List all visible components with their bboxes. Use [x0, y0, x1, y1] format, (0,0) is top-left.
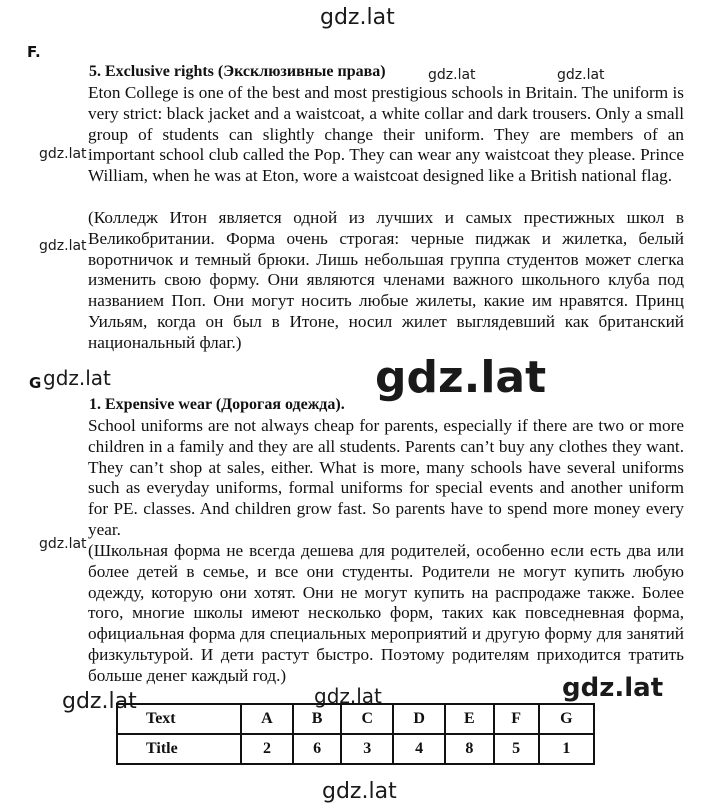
answer-table-column-label: F [494, 704, 539, 734]
answer-table-row1-label: Text [117, 704, 241, 734]
answer-table-value: 4 [393, 734, 445, 764]
answer-table-value: 6 [293, 734, 341, 764]
section-g-heading: 1. Expensive wear (Дорогая одежда). [89, 396, 345, 413]
answer-table-value: 2 [241, 734, 293, 764]
section-f-russian: (Колледж Итон является одной из лучших и самых престижных школ в Великобритании. Форма очень строгая: черные пиджак и жилетка, белый воротничок и темный брюки. Лишь небольшая группа студентов может слегка изменить свою форму. Они являются членами важного школьного клуба под названием Поп. Они могут носить любые жилеты, какие им нравятся. Принц Уильям, когда он был в Итоне, носил жилет выглядевший как британский национальный флаг.) [88, 208, 684, 352]
answer-table-value: 3 [341, 734, 393, 764]
answer-table-value: 8 [445, 734, 493, 764]
section-f-english: Eton College is one of the best and most prestigious schools in Britain. The uniform is very strict: black jacket and a waistcoat, a white collar and dark trousers. Only a small group of students can slightly change their uniform. They are members of an important school club called the Pop. They can wear any waistcoat they please. Prince William, when he was at Eton, wore a waistcoat designed like a British national flag. [88, 83, 684, 186]
watermark-top: gdz.lat [320, 5, 395, 30]
watermark-bottom-right: gdz.lat [562, 673, 664, 703]
watermark-margin-1: gdz.lat [39, 146, 87, 162]
answer-table-value: 5 [494, 734, 539, 764]
answer-table [116, 703, 595, 765]
watermark-large: gdz.lat [375, 352, 547, 403]
answer-table-row2-label: Title [117, 734, 241, 764]
watermark-bottom-left: gdz.lat [62, 689, 137, 714]
answer-table-column-label: A [241, 704, 293, 734]
answer-table-column-label: B [293, 704, 341, 734]
watermark-heading-1: gdz.lat [428, 67, 476, 83]
watermark-margin-4: gdz.lat [39, 536, 87, 552]
section-g-english: School uniforms are not always cheap for parents, especially if there are two or more children in a family and they are all students. Parents can’t buy any clothes they want. They can’t shop at sales, either. What is more, many schools have several uniforms such as everyday uniforms, formal uniforms for special events and another uniform for PE. classes. And children grow fast. So parents have to spend more money every year. [88, 416, 684, 539]
watermark-table: gdz.lat [314, 684, 382, 708]
answer-table-column-label: E [445, 704, 493, 734]
section-f-marker: F. [27, 43, 41, 61]
answer-table-values-row [117, 734, 594, 764]
answer-table-column-label: C [341, 704, 393, 734]
watermark-margin-3: gdz.lat [43, 366, 111, 390]
answer-table-header-row [117, 704, 594, 734]
answer-table-value: 1 [539, 734, 594, 764]
section-g-russian: (Школьная форма не всегда дешева для родителей, особенно если есть два или более детей в семье, и все они студенты. Родители не могут купить любую одежду, которую они хотят. Они не могут купить на распродаже также. Более того, многие школы имеют несколько форм, таких как повседневная форма, официальная форма для специальных мероприятий и другую форму для занятий физкультурой. И дети растут быстро. Поэтому родителям приходится тратить больше денег каждый год.) [88, 541, 684, 685]
section-g-marker: G [29, 374, 42, 392]
section-f-heading: 5. Exclusive rights (Эксклюзивные права) [89, 63, 386, 80]
watermark-margin-2: gdz.lat [39, 238, 87, 254]
watermark-heading-2: gdz.lat [557, 67, 605, 83]
answer-table-column-label: G [539, 704, 594, 734]
watermark-bottom: gdz.lat [322, 779, 397, 804]
answer-table-column-label: D [393, 704, 445, 734]
